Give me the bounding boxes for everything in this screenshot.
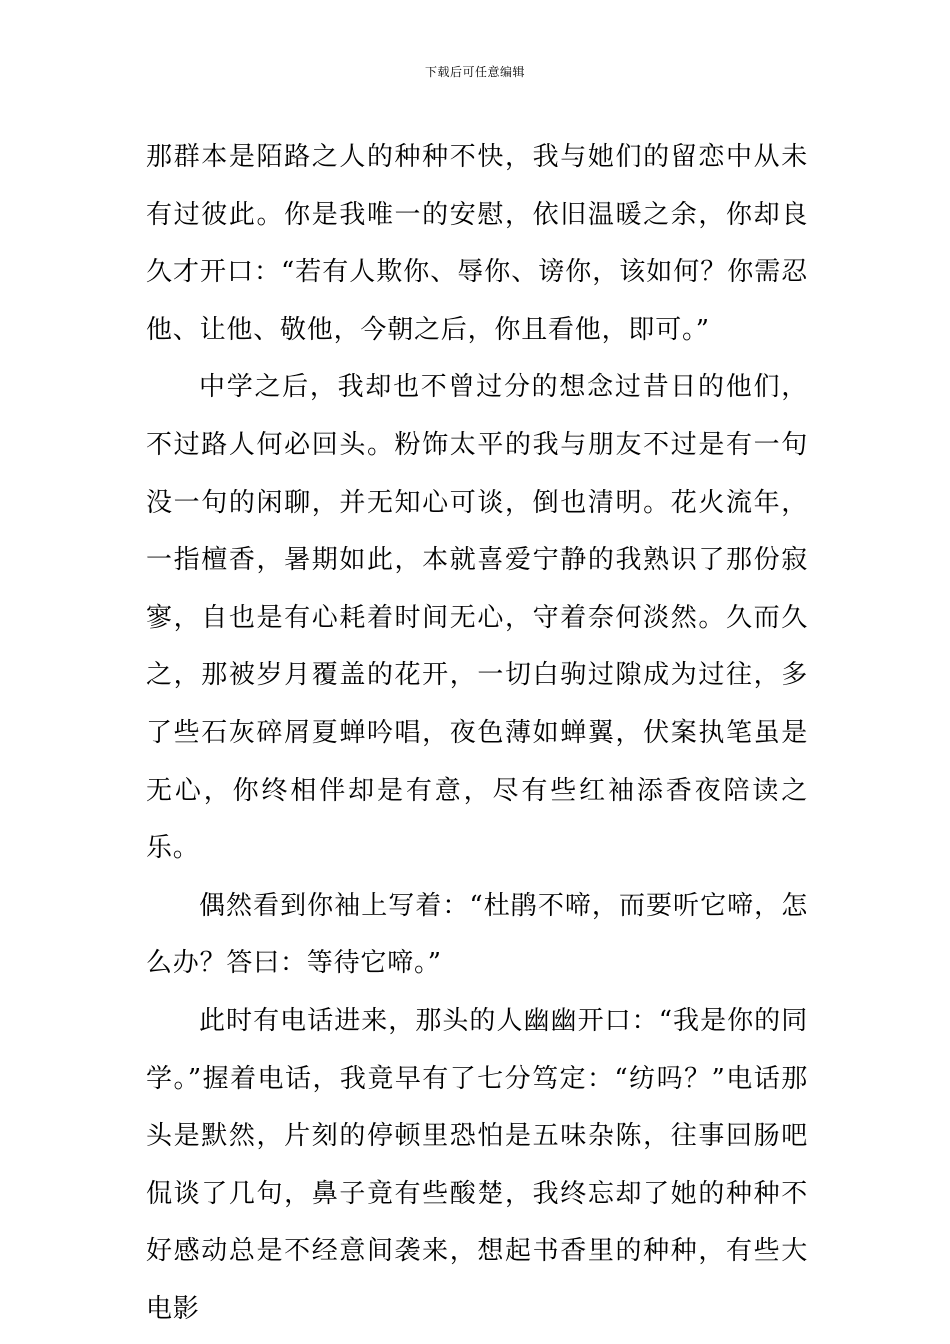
paragraph-4: 此时有电话进来，那头的人幽幽开口：“我是你的同学。”握着电话，我竟早有了七分笃定：“纺吗？”电话那头是默然，片刻的停顿里恐怕是五味杂陈，往事回肠吧侃谈了几句，鼻子竟有些酸楚，我终忘却了她的种种不好感动总是不经意间袭来，想起书香里的种种，有些大电影	[146, 1005, 808, 1324]
paragraph-2: 中学之后，我却也不曾过分的想念过昔日的他们，不过路人何必回头。粉饰太平的我与朋友不过是有一句没一句的闲聊，并无知心可谈，倒也清明。花火流年，一指檀香，暑期如此，本就喜爱宁静的我熟识了那份寂寥，自也是有心耗着时间无心，守着奈何淡然。久而久之，那被岁月覆盖的花开，一切白驹过隙成为过往，多了些石灰碎屑夏蝉吟唱，夜色薄如蝉翼，伏案执笔虽是无心，你终相伴却是有意，尽有些红袖添香夜陪读之乐。	[146, 372, 808, 864]
paragraph-1: 那群本是陌路之人的种种不快，我与她们的留恋中从未有过彼此。你是我唯一的安慰，依旧温暖之余，你却良久才开口：“若有人欺你、辱你、谤你，该如何？你需忍他、让他、敬他，今朝之后，你且看他，即可。”	[146, 142, 808, 345]
document-body	[146, 129, 808, 1338]
page-header: 下载后可任意编辑	[424, 65, 525, 79]
paragraph-3: 偶然看到你袖上写着：“杜鹃不啼，而要听它啼，怎么办？答曰：等待它啼。”	[146, 890, 808, 979]
